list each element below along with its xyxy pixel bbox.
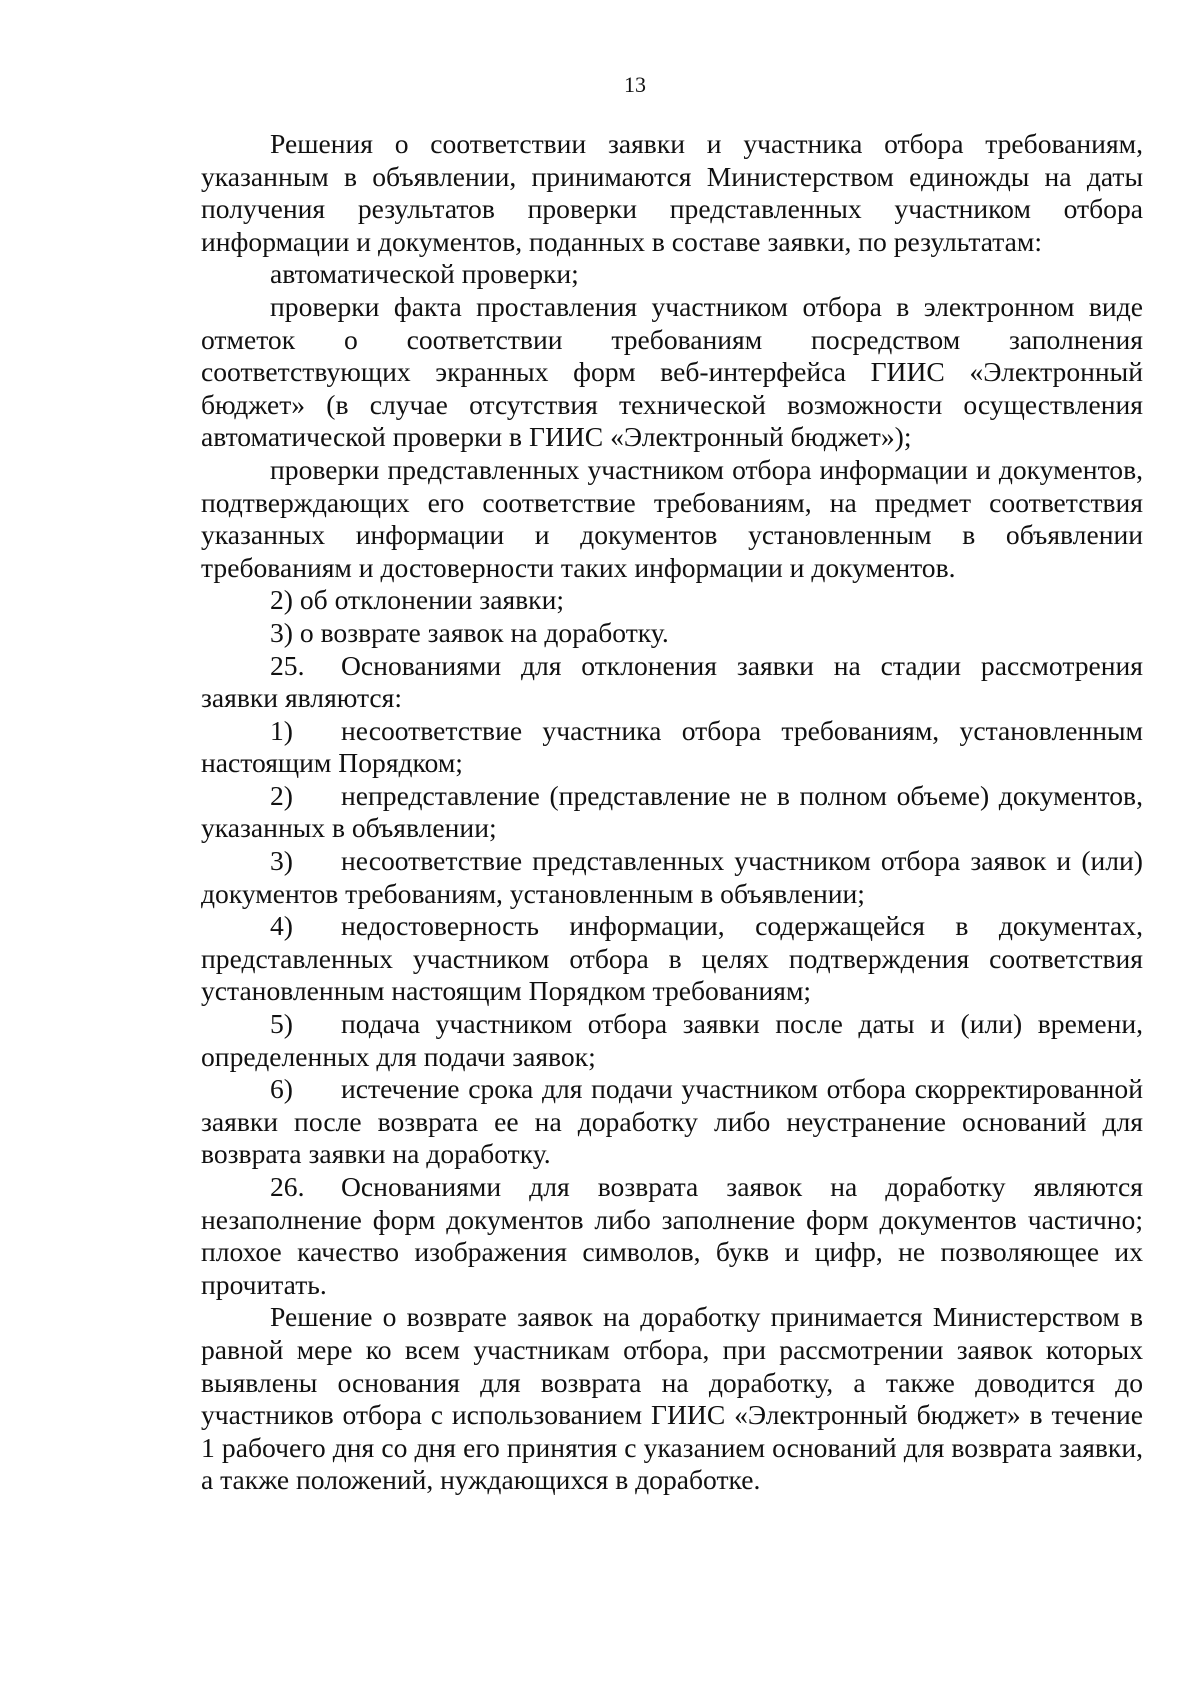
list-item <box>201 910 1143 1008</box>
list-item-text: несоответствие участника отбора требованиям, установленным настоящим Порядком; <box>201 714 1143 779</box>
paragraph-number: 26. <box>270 1171 305 1202</box>
list-item-text: истечение срока для подачи участником отбора скорректированной заявки после возврата ее на доработку либо неустранение оснований для возврата заявки на доработку. <box>201 1073 1143 1170</box>
list-item-number: 2) <box>270 779 293 811</box>
paragraph <box>201 584 1143 617</box>
paragraph-text: Основаниями для возврата заявок на доработку являются незаполнение форм документов либо заполнение форм документов частично; плохое качество изображения символов, букв и цифр, не позволяющее их прочитать. <box>201 1171 1143 1300</box>
paragraph-text: автоматической проверки; <box>270 258 579 290</box>
paragraph-text: Решения о соответствии заявки и участника отбора требованиям, указанным в объявлении, принимаются Министерством единожды на даты получения результатов проверки представленных участником отбора информации и документов, поданных в составе заявки, по результатам: <box>201 128 1143 257</box>
document-body <box>201 128 1143 1497</box>
list-item-number: 6) <box>270 1073 293 1105</box>
list-item-number: 1) <box>270 714 293 746</box>
list-item <box>201 780 1143 845</box>
list-item <box>201 1073 1143 1171</box>
paragraph <box>201 617 1143 650</box>
paragraph-text: Решение о возврате заявок на доработку принимается Министерством в равной мере ко всем участникам отбора, при рассмотрении заявок которых выявлены основания для возврата на доработку, а также доводится до участников отбора с использованием ГИИС «Электронный бюджет» в течение 1 рабочего дня со дня его принятия с указанием оснований для возврата заявки, а также положений, нуждающихся в доработке. <box>201 1301 1143 1496</box>
list-item-number: 4) <box>270 910 293 942</box>
paragraph <box>201 1301 1143 1497</box>
paragraph-number: 25. <box>270 649 305 681</box>
list-item <box>201 1008 1143 1073</box>
list-item-text: непредставление (представление не в полном объеме) документов, указанных в объявлении; <box>201 779 1143 844</box>
list-item-text: несоответствие представленных участником отбора заявок и (или) документов требованиям, установленным в объявлении; <box>201 845 1143 909</box>
paragraph <box>201 454 1143 584</box>
numbered-paragraph <box>201 650 1143 715</box>
page-number: 13 <box>624 72 646 97</box>
list-item-text: подача участником отбора заявки после даты и (или) времени, определенных для подачи заявок; <box>201 1008 1143 1072</box>
paragraph-text: 3) о возврате заявок на доработку. <box>270 616 669 648</box>
paragraph-text: проверки факта проставления участником отбора в электронном виде отметок о соответствии требованиям посредством заполнения соответствующих экранных форм веб-интерфейса ГИИС «Электронный бюджет» (в случае отсутствия технической возможности осуществления автоматической проверки в ГИИС «Электронный бюджет»); <box>201 290 1143 453</box>
paragraph-text: 2) об отклонении заявки; <box>270 584 565 616</box>
paragraph <box>201 258 1143 291</box>
list-item <box>201 845 1143 910</box>
paragraph <box>201 291 1143 454</box>
list-item <box>201 715 1143 780</box>
list-item-text: недостоверность информации, содержащейся в документах, представленных участником отбора в целях подтверждения соответствия установленным настоящим Порядком требованиям; <box>201 910 1143 1007</box>
list-item-number: 5) <box>270 1008 293 1040</box>
paragraph-text: проверки представленных участником отбора информации и документов, подтверждающих его соответствие требованиям, на предмет соответствия указанных информации и документов установленным в объявлении требованиям и достоверности таких информации и документов. <box>201 453 1143 583</box>
list-item-number: 3) <box>270 845 293 877</box>
paragraph <box>201 128 1143 258</box>
paragraph-text: Основаниями для отклонения заявки на стадии рассмотрения заявки являются: <box>201 649 1143 714</box>
numbered-paragraph <box>201 1171 1143 1301</box>
